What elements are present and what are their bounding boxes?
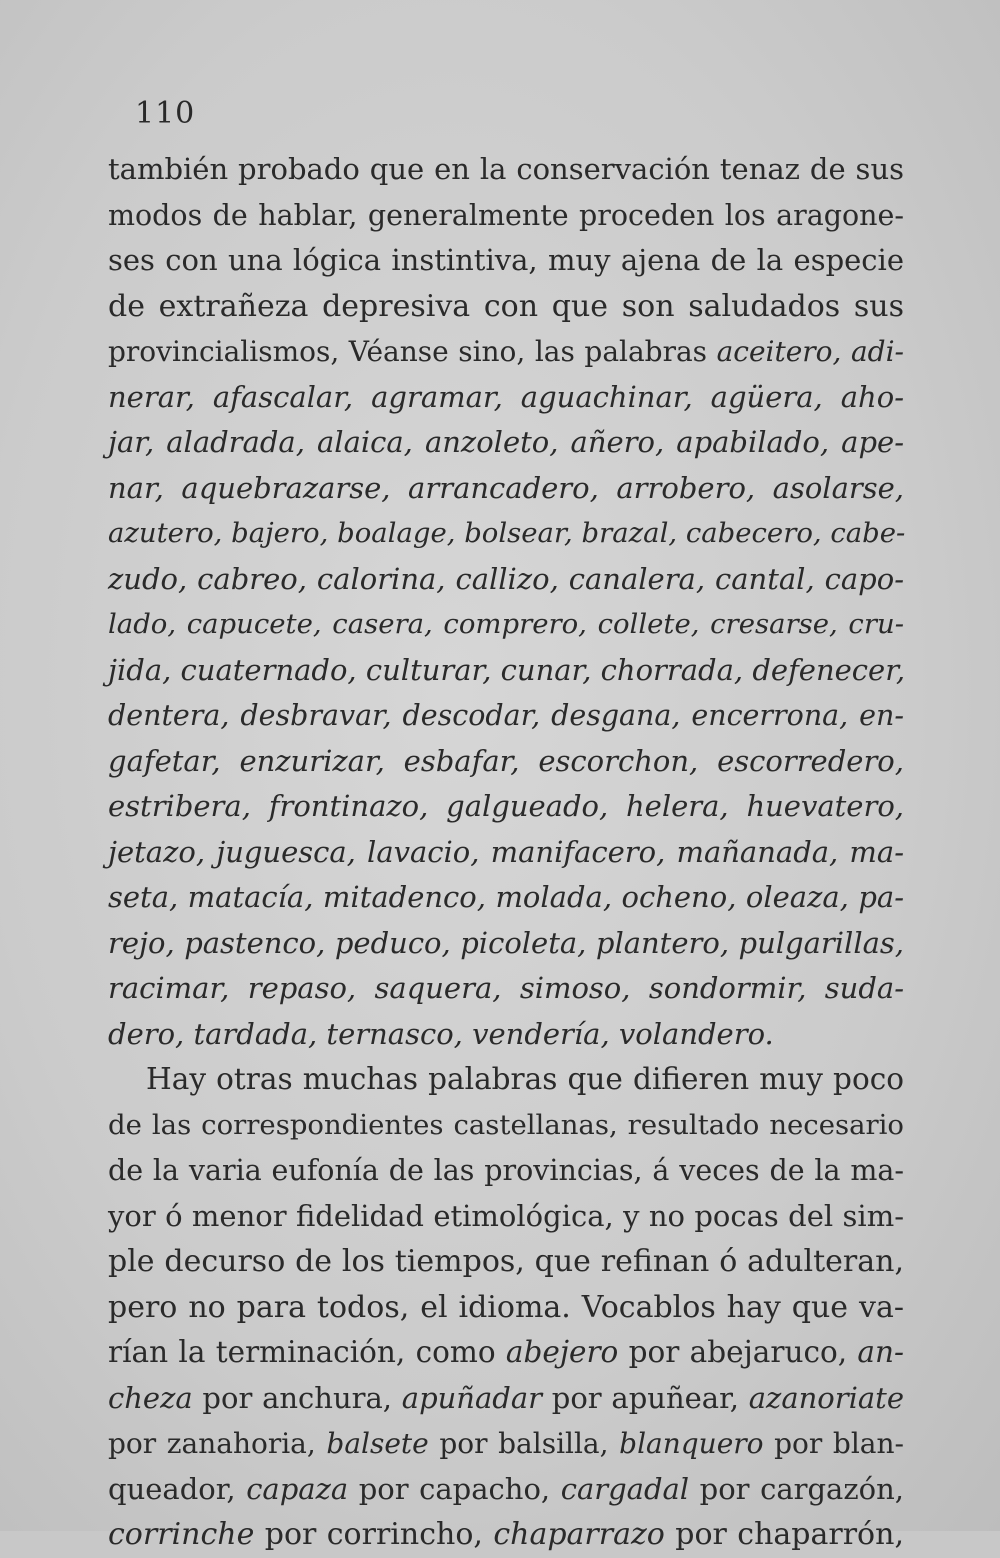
page-number: 110: [135, 96, 196, 131]
roman-run: por corrincho,: [254, 1517, 494, 1552]
italic-word-line: dero, tardada, ternasco, vendería, volandero.: [108, 1016, 774, 1051]
roman-run: por anchura,: [192, 1380, 402, 1415]
italic-run: an-: [857, 1335, 904, 1369]
roman-run: por abejaruco,: [618, 1335, 858, 1369]
text-line: pero no para todos, el idioma. Vocablos hay que va-: [108, 1289, 904, 1325]
italic-run: cargadal: [560, 1471, 690, 1506]
text-line: de la varia eufonía de las provincias, á veces de la ma-: [108, 1154, 904, 1187]
italic-word-line: jetazo, juguesca, lavacio, manifacero, mañanada, ma-: [108, 834, 904, 869]
italic-run: apuñadar: [401, 1380, 542, 1415]
text-line: [108, 1512, 904, 1558]
text-line: yor ó menor fidelidad etimológica, y no pocas del sim-: [108, 1198, 904, 1233]
text-line: [108, 1376, 904, 1422]
text-line: modos de hablar, generalmente proceden los aragone-: [108, 198, 904, 232]
italic-word-line: zudo, cabreo, calorina, callizo, canalera, cantal, capo-: [108, 561, 904, 596]
italic-run: abejero: [505, 1335, 619, 1369]
italic-run: corrinche: [108, 1517, 255, 1552]
text-line: de extrañeza depresiva con que son saludados sus: [108, 288, 904, 324]
italic-run: blanquero: [619, 1427, 764, 1460]
italic-word-line: nerar, afascalar, agramar, aguachinar, agüera, aho-: [108, 379, 904, 414]
italic-run: cheza: [108, 1380, 193, 1415]
roman-run: por blan-: [763, 1427, 904, 1460]
roman-run: por capacho,: [348, 1471, 561, 1506]
italic-word-line: gafetar, enzurizar, esbafar, escorchon, escorredero,: [108, 743, 904, 778]
italic-word-line: jida, cuaternado, culturar, cunar, chorrada, defenecer,: [108, 652, 906, 687]
italic-run: chaparrazo: [493, 1517, 665, 1552]
roman-run: por balsilla,: [428, 1427, 620, 1460]
paragraph-start-line: Hay otras muchas palabras que difieren muy poco: [146, 1062, 904, 1096]
text-line: [108, 1467, 904, 1513]
italic-word-line: estribera, frontinazo, galgueado, helera, huevatero,: [108, 789, 904, 823]
text-line: [108, 1330, 904, 1376]
text-line: ple decurso de los tiempos, que refinan ó adulteran,: [108, 1244, 904, 1279]
roman-run: por apuñear,: [542, 1380, 749, 1415]
roman-run: por cargazón,: [689, 1471, 904, 1506]
italic-word-line: rejo, pastenco, peduco, picoleta, plantero, pulgarillas,: [108, 925, 904, 960]
roman-run: rían la terminación, como: [108, 1335, 506, 1369]
italic-word-line: seta, matacía, mitadenco, molada, ocheno, oleaza, pa-: [108, 880, 904, 914]
roman-run: provincialismos, Véanse sino, las palabras: [108, 335, 717, 368]
italic-run: azanoriate: [748, 1380, 904, 1415]
italic-word-line: azutero, bajero, boalage, bolsear, brazal, cabecero, cabe-: [108, 517, 906, 549]
text-line: ses con una lógica instintiva, muy ajena de la especie: [108, 243, 904, 277]
italic-word-line: racimar, repaso, saquera, simoso, sondormir, suda-: [108, 971, 904, 1005]
italic-word-line: lado, capucete, casera, comprero, collete, cresarse, cru-: [108, 608, 904, 640]
italic-word-line: jar, aladrada, alaica, anzoleto, añero, apabilado, ape-: [108, 425, 904, 459]
body-text: [108, 147, 904, 1558]
italic-run: aceitero, adi-: [716, 335, 904, 368]
italic-word-line: dentera, desbravar, descodar, desgana, encerrona, en-: [108, 699, 904, 732]
text-line: de las correspondientes castellanas, resultado necesario: [108, 1108, 904, 1141]
roman-run: por zanahoria,: [108, 1427, 327, 1460]
roman-run: queador,: [108, 1471, 247, 1506]
roman-run: por chaparrón,: [664, 1517, 904, 1552]
text-line: también probado que en la conservación tenaz de sus: [108, 152, 904, 186]
italic-run: balsete: [326, 1427, 429, 1460]
text-line: [108, 1421, 904, 1467]
italic-word-line: nar, aquebrazarse, arrancadero, arrobero, asolarse,: [108, 470, 904, 505]
text-line: [108, 329, 904, 375]
italic-run: capaza: [246, 1471, 349, 1506]
